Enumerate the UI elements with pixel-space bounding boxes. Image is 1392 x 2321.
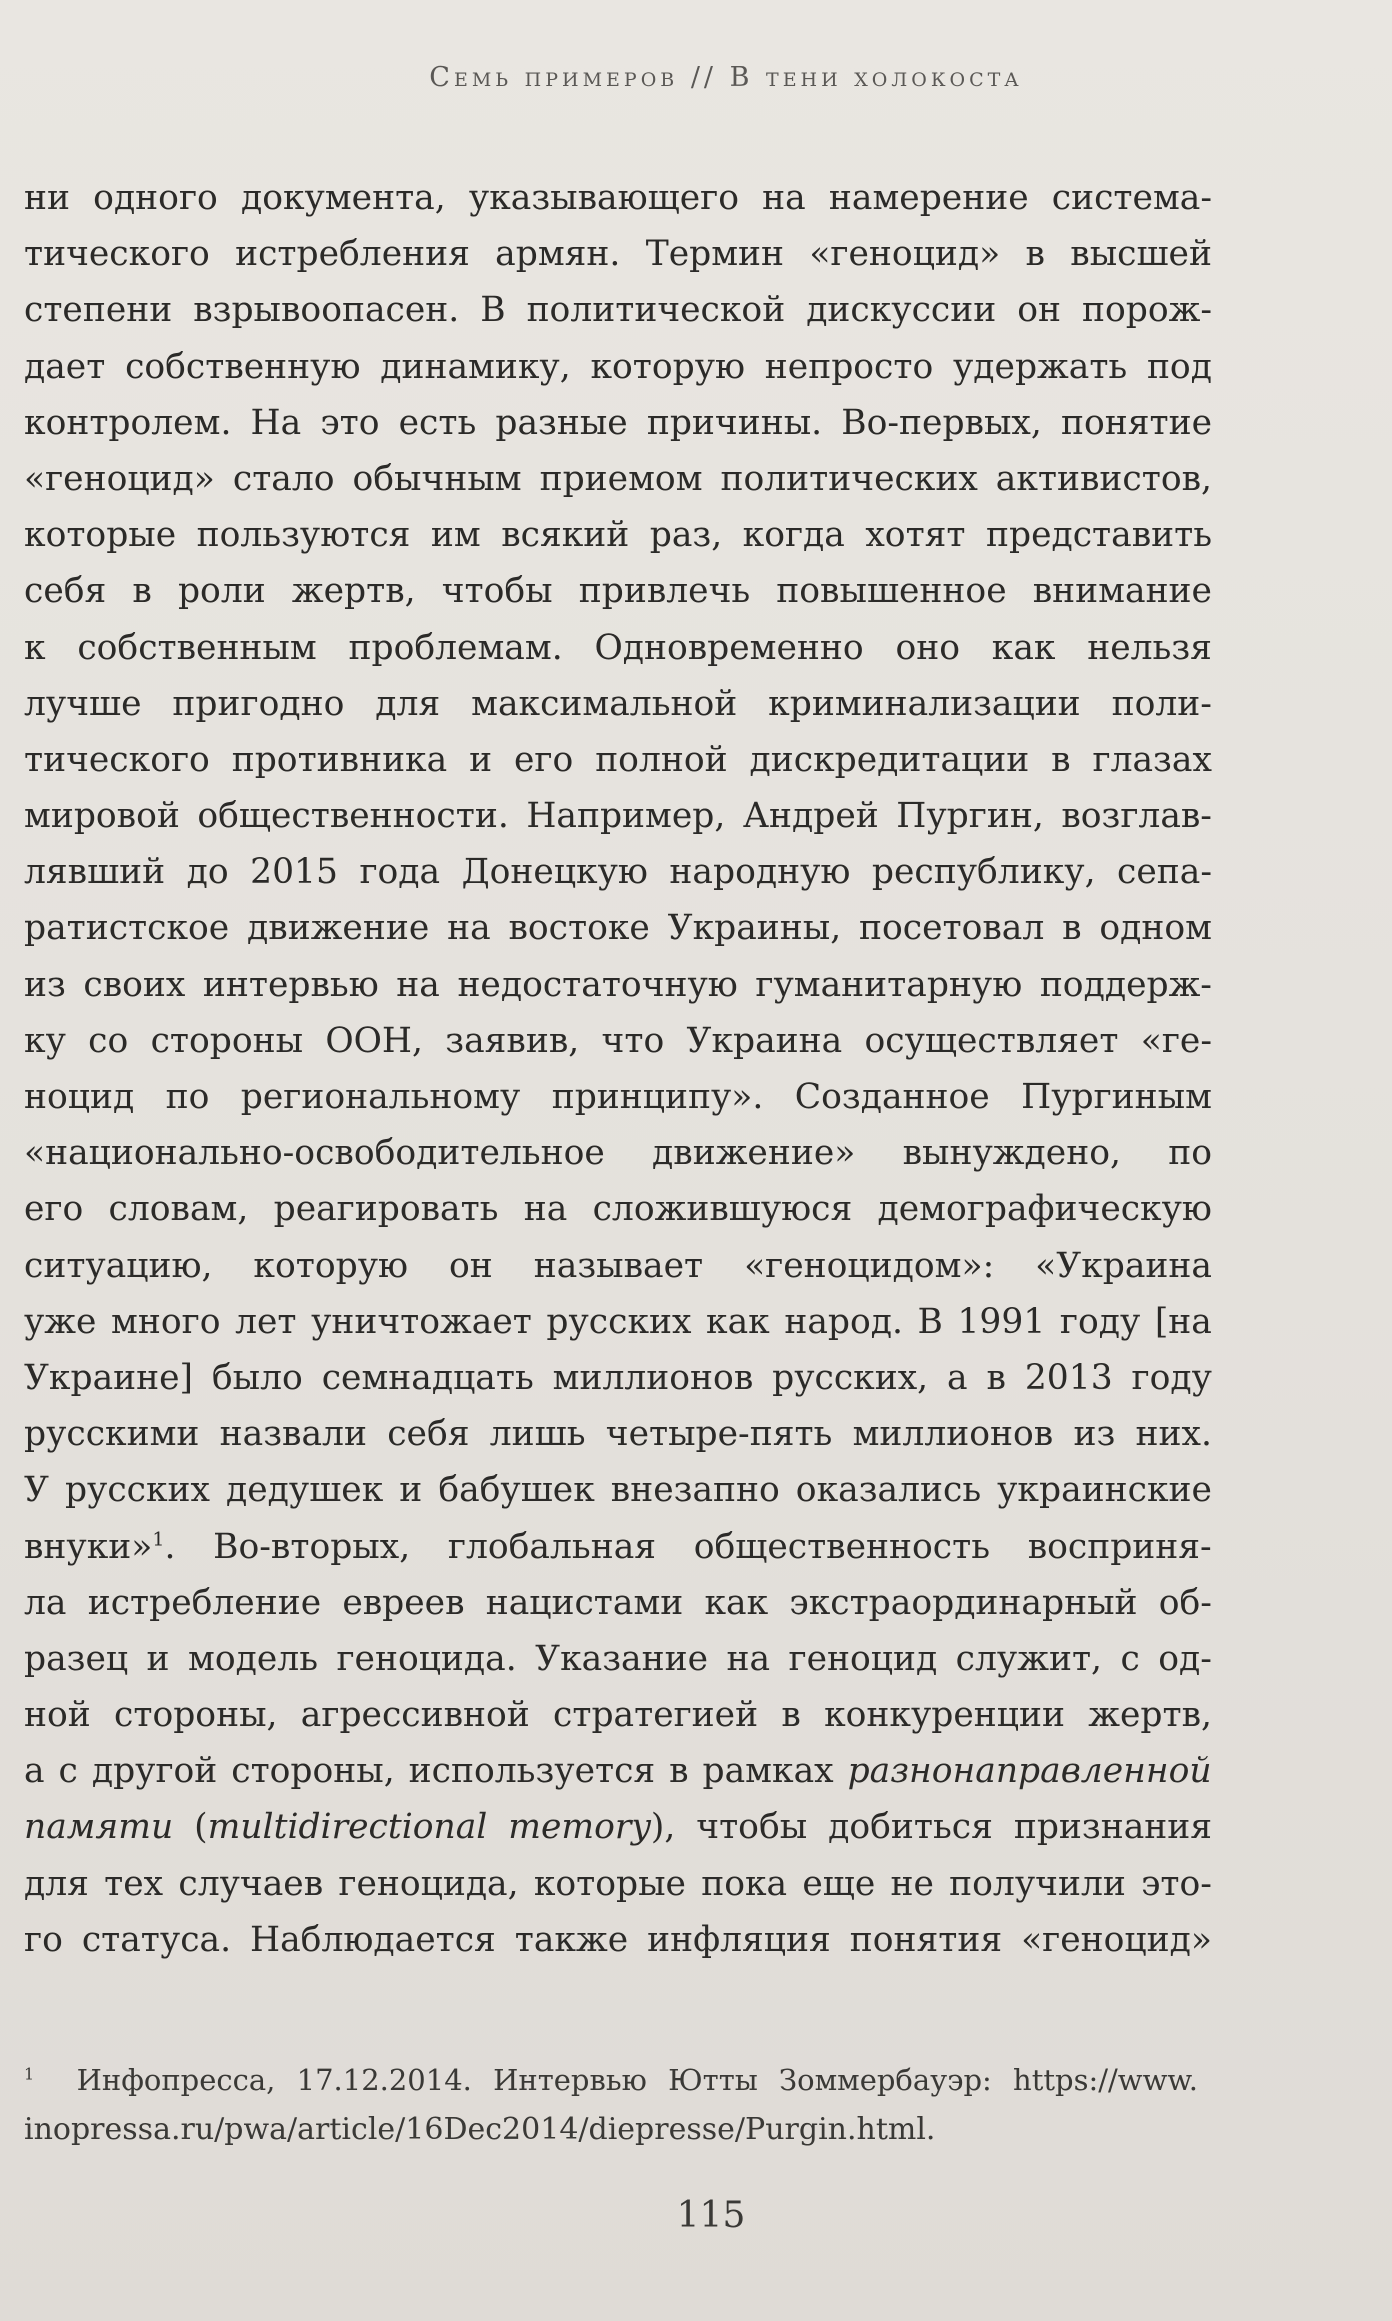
word: 1991 (957, 1301, 1046, 1342)
word: общественности. (197, 796, 509, 837)
word: в (781, 1695, 801, 1736)
word: до (186, 852, 229, 893)
word: конкуренции (824, 1695, 1065, 1736)
word: нельзя (1087, 627, 1212, 668)
text-line (24, 1013, 1212, 1069)
word: году (1059, 1301, 1141, 1342)
word: русскими (24, 1414, 200, 1455)
word: инфляция (647, 1919, 831, 1960)
word: лишь (489, 1414, 586, 1455)
word: движение (247, 908, 430, 949)
word: порож- (1081, 290, 1212, 331)
word: пригодно (172, 683, 345, 724)
footnote (24, 2055, 1212, 2155)
word: и (469, 739, 493, 780)
word: Одновременно (594, 627, 864, 668)
word: называет (533, 1245, 704, 1286)
word: возглав- (1061, 796, 1212, 837)
word: повышенное (776, 571, 1007, 612)
text-fragment: ( (173, 1807, 208, 1848)
text-line-italic-2 (24, 1799, 1212, 1855)
word: «национально-освободительное (24, 1133, 605, 1174)
word: модель (188, 1638, 318, 1679)
word: лет (235, 1301, 297, 1342)
page-number: 115 (676, 2195, 746, 2236)
word: 2015 (250, 852, 338, 893)
word: бабушек (438, 1470, 595, 1511)
word: Созданное (794, 1077, 990, 1117)
text-line (24, 339, 1212, 395)
italic-term-english: multidirectional memory (207, 1807, 651, 1848)
word: политической (526, 290, 786, 331)
word: 2013 (1024, 1357, 1113, 1398)
word: им (430, 515, 481, 556)
word: со (88, 1020, 129, 1061)
word: обычным (352, 458, 522, 499)
text-fragment: внуки» (24, 1526, 153, 1567)
word: ООН, (325, 1020, 423, 1061)
word: оно (895, 627, 960, 668)
word: поддерж- (1039, 964, 1212, 1005)
text-line (24, 1912, 1212, 1968)
word: году (1131, 1357, 1212, 1398)
word: геноцида, (338, 1863, 519, 1904)
word: экстраординарный (789, 1582, 1138, 1623)
footnote-line-1 (24, 2055, 1212, 2105)
word: четыре-пять (605, 1414, 833, 1455)
word: себя (24, 571, 107, 612)
word: понятие (1060, 402, 1212, 443)
word: непросто (764, 346, 934, 387)
text-line (24, 844, 1212, 900)
word: миллионов (552, 1357, 754, 1398)
word: истребления (235, 234, 470, 275)
word: глазах (1092, 739, 1212, 780)
text-line (24, 507, 1212, 563)
word: Украине] (24, 1357, 194, 1398)
word: них. (1135, 1414, 1212, 1455)
word: из (24, 964, 66, 1005)
word: всякий (501, 515, 630, 556)
text-line (24, 900, 1212, 956)
word: еще (802, 1863, 876, 1904)
word: в (1062, 908, 1082, 949)
word: У (24, 1470, 49, 1511)
text-line (24, 170, 1212, 226)
word: полной (595, 739, 728, 780)
word: и (146, 1638, 170, 1679)
word: себя (387, 1414, 470, 1455)
word: уже (24, 1301, 97, 1342)
word: нацистами (485, 1582, 684, 1623)
word: активистов, (995, 458, 1212, 499)
body-text (24, 170, 1212, 1968)
word: пока (701, 1863, 788, 1904)
word: которую (590, 346, 746, 387)
word: об- (1158, 1582, 1212, 1623)
text-line (24, 788, 1212, 844)
italic-term: разнонаправленной (847, 1751, 1212, 1792)
word: республику, (871, 852, 1096, 893)
word: Наблюдается (250, 1919, 496, 1960)
word: его (24, 1189, 84, 1230)
word: проблемам. (348, 627, 563, 668)
word: разец (24, 1638, 129, 1679)
word: тех (104, 1863, 164, 1904)
word: его (514, 739, 574, 780)
word: система- (1051, 178, 1212, 218)
word: жертв, (1088, 1695, 1212, 1736)
word: осуществляет (864, 1020, 1119, 1061)
text-line (24, 1575, 1212, 1631)
word: поли- (1111, 683, 1212, 724)
word: по (165, 1077, 210, 1117)
word: он (449, 1245, 493, 1286)
text-line-italic-1 (24, 1743, 1212, 1799)
word: как (706, 1301, 770, 1342)
word: «геноцид» (809, 234, 1001, 275)
paragraph-lines-2 (24, 1575, 1212, 1744)
word: для (24, 1863, 89, 1904)
word: есть (398, 402, 477, 443)
footnote-ref-marker[interactable]: 1 (152, 1528, 165, 1550)
word: много (111, 1301, 221, 1342)
word: собственную (125, 346, 361, 387)
text-line (24, 1462, 1212, 1518)
word: интервью (202, 964, 379, 1005)
text-line (24, 957, 1212, 1013)
word: случаев (178, 1863, 324, 1904)
word: посетовал (859, 908, 1045, 949)
word: стратегией (553, 1695, 759, 1736)
word: указывающего (468, 178, 739, 218)
word: он (1017, 290, 1061, 331)
word: тического (24, 234, 210, 275)
word: на (726, 1638, 771, 1679)
word: собственным (77, 627, 317, 668)
word: документа, (240, 178, 446, 218)
word: В (480, 290, 506, 331)
text-line (24, 282, 1212, 338)
word: Донецкую (461, 852, 648, 893)
word: народную (669, 852, 851, 893)
word: региональному (240, 1077, 521, 1117)
paragraph-lines-3 (24, 1856, 1212, 1968)
text-line (24, 676, 1212, 732)
word: лявший (24, 852, 166, 893)
word: ла (24, 1582, 67, 1623)
word: внезапно (610, 1470, 780, 1511)
word: од- (1158, 1638, 1212, 1679)
word: чтобы (441, 571, 553, 612)
word: пользуются (196, 515, 411, 556)
word: сложившуюся (592, 1189, 853, 1230)
word: одном (1099, 908, 1212, 949)
word: тического (24, 739, 210, 780)
word: геноцид (788, 1638, 938, 1679)
text-line (24, 1631, 1212, 1687)
word: Украины, (667, 908, 842, 949)
word: служит, (955, 1638, 1102, 1679)
word: жертв, (291, 571, 416, 612)
text-line (24, 620, 1212, 676)
word: «геноцид» (1021, 1919, 1212, 1960)
word: На (250, 402, 302, 443)
word: в (1051, 739, 1071, 780)
word: назвали (219, 1414, 367, 1455)
word: в (1025, 234, 1045, 275)
word: которые (533, 1863, 686, 1904)
word: из (1073, 1414, 1116, 1455)
word: а (947, 1357, 968, 1398)
word: оказались (795, 1470, 982, 1511)
word: стороны, (114, 1695, 278, 1736)
word: украинские (997, 1470, 1212, 1511)
word: истребление (87, 1582, 322, 1623)
word: агрессивной (300, 1695, 530, 1736)
word: к (24, 627, 46, 668)
word: которую (253, 1245, 409, 1286)
word: ни (24, 178, 70, 218)
word: криминализации (768, 683, 1081, 724)
word: разные (495, 402, 628, 443)
text-line (24, 1406, 1212, 1462)
word: уничтожает (311, 1301, 532, 1342)
word: стало (232, 458, 335, 499)
word: своих (83, 964, 186, 1005)
word: представить (985, 515, 1212, 556)
word: и (399, 1470, 423, 1511)
word: хотят (865, 515, 966, 556)
word: сепа- (1117, 852, 1212, 893)
word: недостаточную (457, 964, 738, 1005)
word: реагировать (273, 1189, 499, 1230)
word: вынуждено, (902, 1133, 1121, 1174)
text-line (24, 1687, 1212, 1743)
word: года (359, 852, 441, 893)
word: которые (24, 515, 177, 556)
word: получили (949, 1863, 1126, 1904)
word: в (132, 571, 152, 612)
word: заявив, (445, 1020, 580, 1061)
text-line (24, 1125, 1212, 1181)
word: когда (742, 515, 845, 556)
word: было (211, 1357, 303, 1398)
text-line (24, 732, 1212, 788)
word: евреев (342, 1582, 465, 1623)
word: В (917, 1301, 943, 1342)
footnote-marker: 1 (24, 2064, 35, 2084)
word: «геноцид» (24, 458, 215, 499)
word: привлечь (578, 571, 751, 612)
word: как (991, 627, 1056, 668)
word: [на (1154, 1301, 1212, 1342)
text-fragment: . Во-вторых, глобальная общественность восприня- (164, 1526, 1212, 1567)
word: ситуацию, (24, 1245, 213, 1286)
word: Во-первых, (841, 402, 1042, 443)
text-line (24, 1181, 1212, 1237)
text-line (24, 395, 1212, 451)
text-line (24, 1294, 1212, 1350)
word: востоке (508, 908, 650, 949)
word: Андрей (742, 796, 879, 837)
word: контролем. (24, 402, 232, 443)
word: намерение (828, 178, 1029, 218)
word: в (986, 1357, 1006, 1398)
word: приемом (539, 458, 703, 499)
word: взрывоопасен. (193, 290, 460, 331)
word: как (704, 1582, 769, 1623)
word: причины. (646, 402, 823, 443)
italic-term: памяти (24, 1807, 174, 1848)
word: «геноцидом»: (744, 1245, 995, 1286)
word: дискредитации (749, 739, 1030, 780)
word: принципу». (551, 1077, 764, 1117)
running-head: Семь примеров // В тени холокоста (429, 62, 1023, 93)
text-line-footnote-ref (24, 1519, 1212, 1575)
footnote-line-2 (24, 2105, 1212, 2155)
word: на (762, 178, 806, 218)
word: это- (1141, 1863, 1212, 1904)
word: раз, (649, 515, 723, 556)
word: Пургиным (1021, 1077, 1212, 1117)
word: геноцида. (336, 1638, 517, 1679)
word: внимание (1032, 571, 1212, 612)
word: по (1168, 1133, 1212, 1174)
text-line (24, 451, 1212, 507)
footnote-text: Инфопресса, 17.12.2014. Интервью Ютты Зоммербауэр: https://www. (76, 2063, 1199, 2097)
word: стороны (150, 1020, 304, 1061)
word: миллионов (852, 1414, 1054, 1455)
word: под (1146, 346, 1212, 387)
text-line (24, 1069, 1212, 1125)
word: степени (24, 290, 173, 331)
word: что (601, 1020, 665, 1061)
word: динамику, (380, 346, 571, 387)
word: ку (24, 1020, 66, 1061)
word: демографическую (877, 1189, 1212, 1230)
word: дискуссии (806, 290, 997, 331)
word: одного (93, 178, 218, 218)
word: армян. (495, 234, 621, 275)
word: народ. (784, 1301, 903, 1342)
word: не (890, 1863, 934, 1904)
word: ной (24, 1695, 91, 1736)
word: противника (231, 739, 448, 780)
word: русских, (772, 1357, 929, 1398)
word: дедушек (226, 1470, 384, 1511)
word: на (396, 964, 440, 1005)
word: статуса. (81, 1919, 232, 1960)
text-line (24, 1350, 1212, 1406)
word: гуманитарную (755, 964, 1023, 1005)
word: словам, (108, 1189, 249, 1230)
word: на (523, 1189, 568, 1230)
word: политических (720, 458, 978, 499)
word: Термин (645, 234, 785, 275)
word: Пургин, (896, 796, 1044, 837)
text-fragment: а с другой стороны, используется в рамках (24, 1751, 848, 1792)
text-line (24, 563, 1212, 619)
word: максимальной (471, 683, 738, 724)
word: роли (177, 571, 266, 612)
word: лучше (24, 683, 142, 724)
word: высшей (1070, 234, 1212, 275)
word: русских (546, 1301, 692, 1342)
text-fragment: ), чтобы добиться признания (650, 1807, 1213, 1848)
word: Например, (526, 796, 726, 837)
word: это (320, 402, 380, 443)
word: Украина (686, 1020, 843, 1061)
word: с (1120, 1638, 1140, 1679)
word: го (24, 1919, 63, 1960)
word: удержать (952, 346, 1128, 387)
text-line (24, 1238, 1212, 1294)
text-line (24, 1856, 1212, 1912)
word: русских (64, 1470, 210, 1511)
paragraph-lines-1 (24, 170, 1212, 1519)
word: Указание (535, 1638, 708, 1679)
word: семнадцать (321, 1357, 534, 1398)
word: ноцид (24, 1077, 135, 1117)
word: на (447, 908, 491, 949)
word: «Украина (1035, 1245, 1212, 1286)
word: ратистское (24, 908, 230, 949)
text-line (24, 226, 1212, 282)
word: «ге- (1140, 1020, 1212, 1061)
word: для (375, 683, 441, 724)
word: понятия (849, 1919, 1003, 1960)
word: дает (24, 346, 106, 387)
word: движение» (652, 1133, 856, 1174)
word: также (514, 1919, 629, 1960)
word: мировой (24, 796, 180, 837)
footnote-link[interactable]: inopressa.ru/pwa/article/16Dec2014/diepresse/Purgin.html. (24, 2112, 936, 2147)
